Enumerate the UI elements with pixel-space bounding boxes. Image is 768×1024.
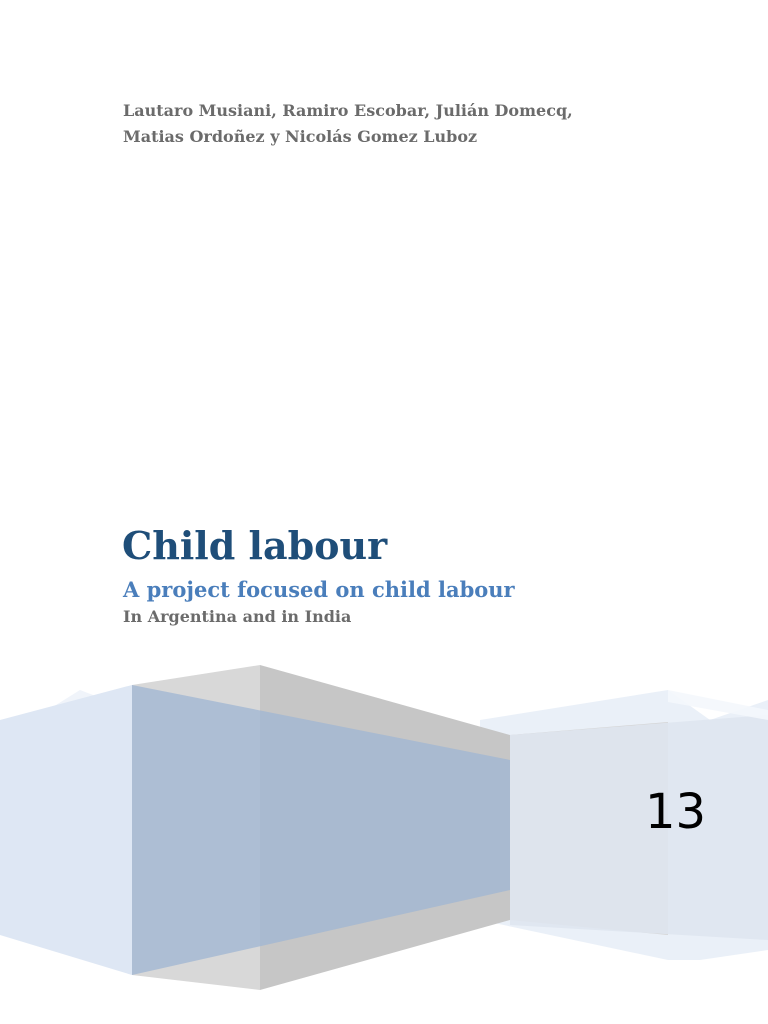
document-tagline: In Argentina and in India [123,607,352,626]
year-label: 13 [645,784,707,840]
document-title: Child labour [122,523,388,568]
banner-panel-right [510,715,768,940]
authors-line: Matias Ordoñez y Nicolás Gomez Luboz [123,127,478,146]
authors-line: Lautaro Musiani, Ramiro Escobar, Julián Domecq, [123,101,573,120]
authors-block [123,98,683,150]
document-subtitle: A project focused on child labour [123,577,515,602]
banner-panel-light [0,685,132,975]
